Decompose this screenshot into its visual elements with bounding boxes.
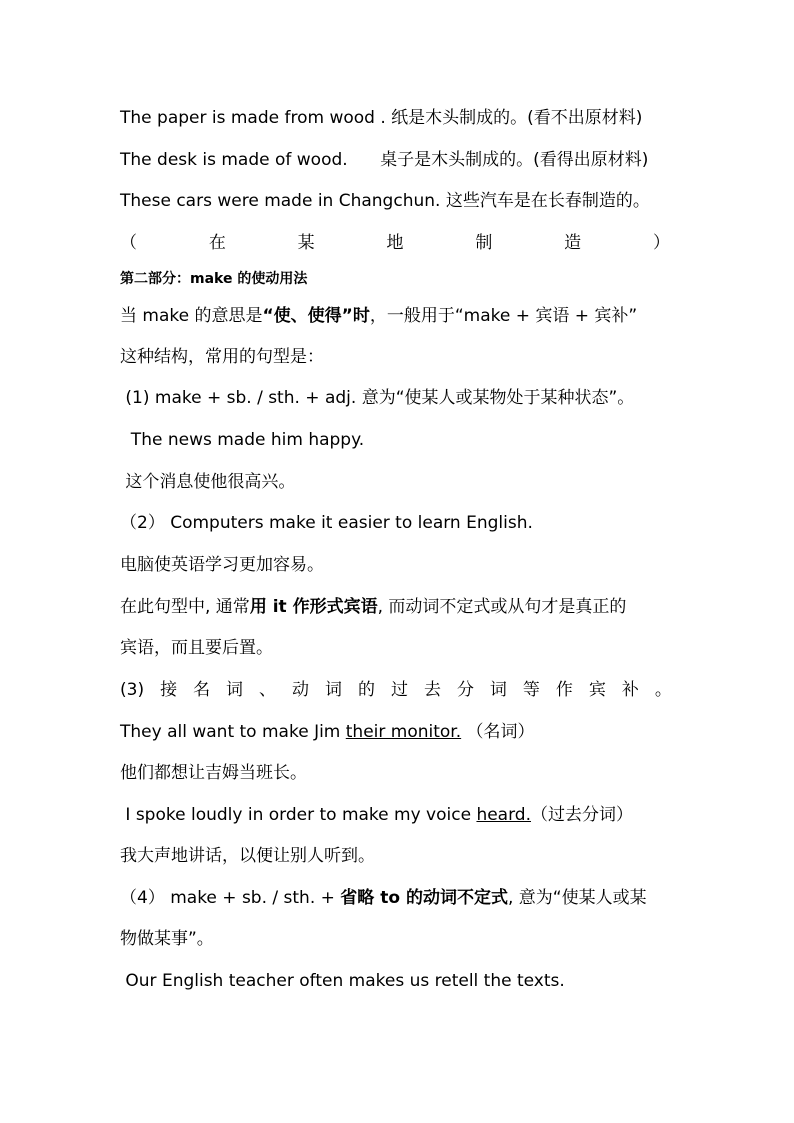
char: 宾 <box>588 680 606 700</box>
bold-fragment: 用 it 作形式宾语 <box>249 597 378 617</box>
text-line-16 <box>120 720 684 744</box>
text-line-9: The news made him happy. <box>120 430 365 450</box>
text-fragment: They all want to make Jim <box>120 722 346 742</box>
text-line-20 <box>120 886 684 910</box>
text-line-18 <box>120 803 684 827</box>
text-fragment: 当 make 的意思是 <box>120 306 263 326</box>
text-fragment: , 意为“使某人或某 <box>507 888 647 908</box>
text-line-19: 我大声地讲话，以便让别人听到。 <box>120 846 375 866</box>
char: 分 <box>456 680 474 700</box>
text-line-22: Our English teacher often makes us retell the texts. <box>120 971 565 991</box>
text-line-14: 宾语，而且要后置。 <box>120 638 273 658</box>
char: 作 <box>555 680 573 700</box>
char: 过 <box>390 680 408 700</box>
char: 补 <box>621 680 639 700</box>
char: 、 <box>259 680 277 700</box>
char: 名 <box>193 680 211 700</box>
text-line-17: 他们都想让吉姆当班长。 <box>120 763 307 783</box>
text-line-10: 这个消息使他很高兴。 <box>120 472 296 492</box>
char: (3) <box>120 680 145 700</box>
char: 词 <box>489 680 507 700</box>
char: （ <box>120 233 137 253</box>
char: 地 <box>386 233 404 253</box>
text-fragment: ，一般用于“make + 宾语 + 宾补” <box>369 306 638 326</box>
text-line-8: (1) make + sb. / sth. + adj. 意为“使某人或某物处于某种状态”。 <box>120 388 635 408</box>
char: 在 <box>208 233 226 253</box>
char: 制 <box>475 233 493 253</box>
text-line-2: The desk is made of wood. 桌子是木头制成的。(看得出原材料) <box>120 150 649 170</box>
text-fragment: （4） make + sb. / sth. + <box>120 888 341 908</box>
char: 词 <box>325 680 342 700</box>
text-line-4-justified <box>120 231 670 255</box>
section-heading: 第二部分：make 的使动用法 <box>120 271 308 287</box>
char: 某 <box>297 233 315 253</box>
char: 动 <box>292 680 310 700</box>
text-line-21: 物做某事”。 <box>120 929 214 949</box>
bold-fragment: “使、使得”时 <box>262 306 370 326</box>
text-line-11: （2） Computers make it easier to learn English. <box>120 513 533 533</box>
text-fragment: , 而动词不定式或从句才是真正的 <box>377 597 627 617</box>
text-line-12: 电脑使英语学习更加容易。 <box>120 555 324 575</box>
text-fragment: （名词） <box>461 722 535 742</box>
text-line-3: These cars were made in Changchun. 这些汽车是在长春制造的。 <box>120 191 650 211</box>
text-line-6 <box>120 304 684 328</box>
text-line-1: The paper is made from wood . 纸是木头制成的。(看不出原材料) <box>120 108 643 128</box>
text-line-13 <box>120 595 684 619</box>
char: 词 <box>226 680 244 700</box>
char: 。 <box>654 680 672 700</box>
char: 接 <box>160 680 178 700</box>
char: 的 <box>357 680 375 700</box>
char: 去 <box>423 680 441 700</box>
text-fragment: （过去分词） <box>531 805 633 825</box>
char: 等 <box>522 680 540 700</box>
bold-fragment: 省略 to 的动词不定式 <box>340 888 508 908</box>
text-fragment: 在此句型中, 通常 <box>120 597 250 617</box>
underlined-fragment: heard. <box>476 805 531 825</box>
text-line-7: 这种结构，常用的句型是： <box>120 347 324 367</box>
underlined-fragment: their monitor. <box>345 722 462 742</box>
text-fragment: I spoke loudly in order to make my voice <box>120 805 477 825</box>
char: 造 <box>564 233 582 253</box>
char: ） <box>652 233 670 253</box>
text-line-15-justified <box>120 678 672 702</box>
